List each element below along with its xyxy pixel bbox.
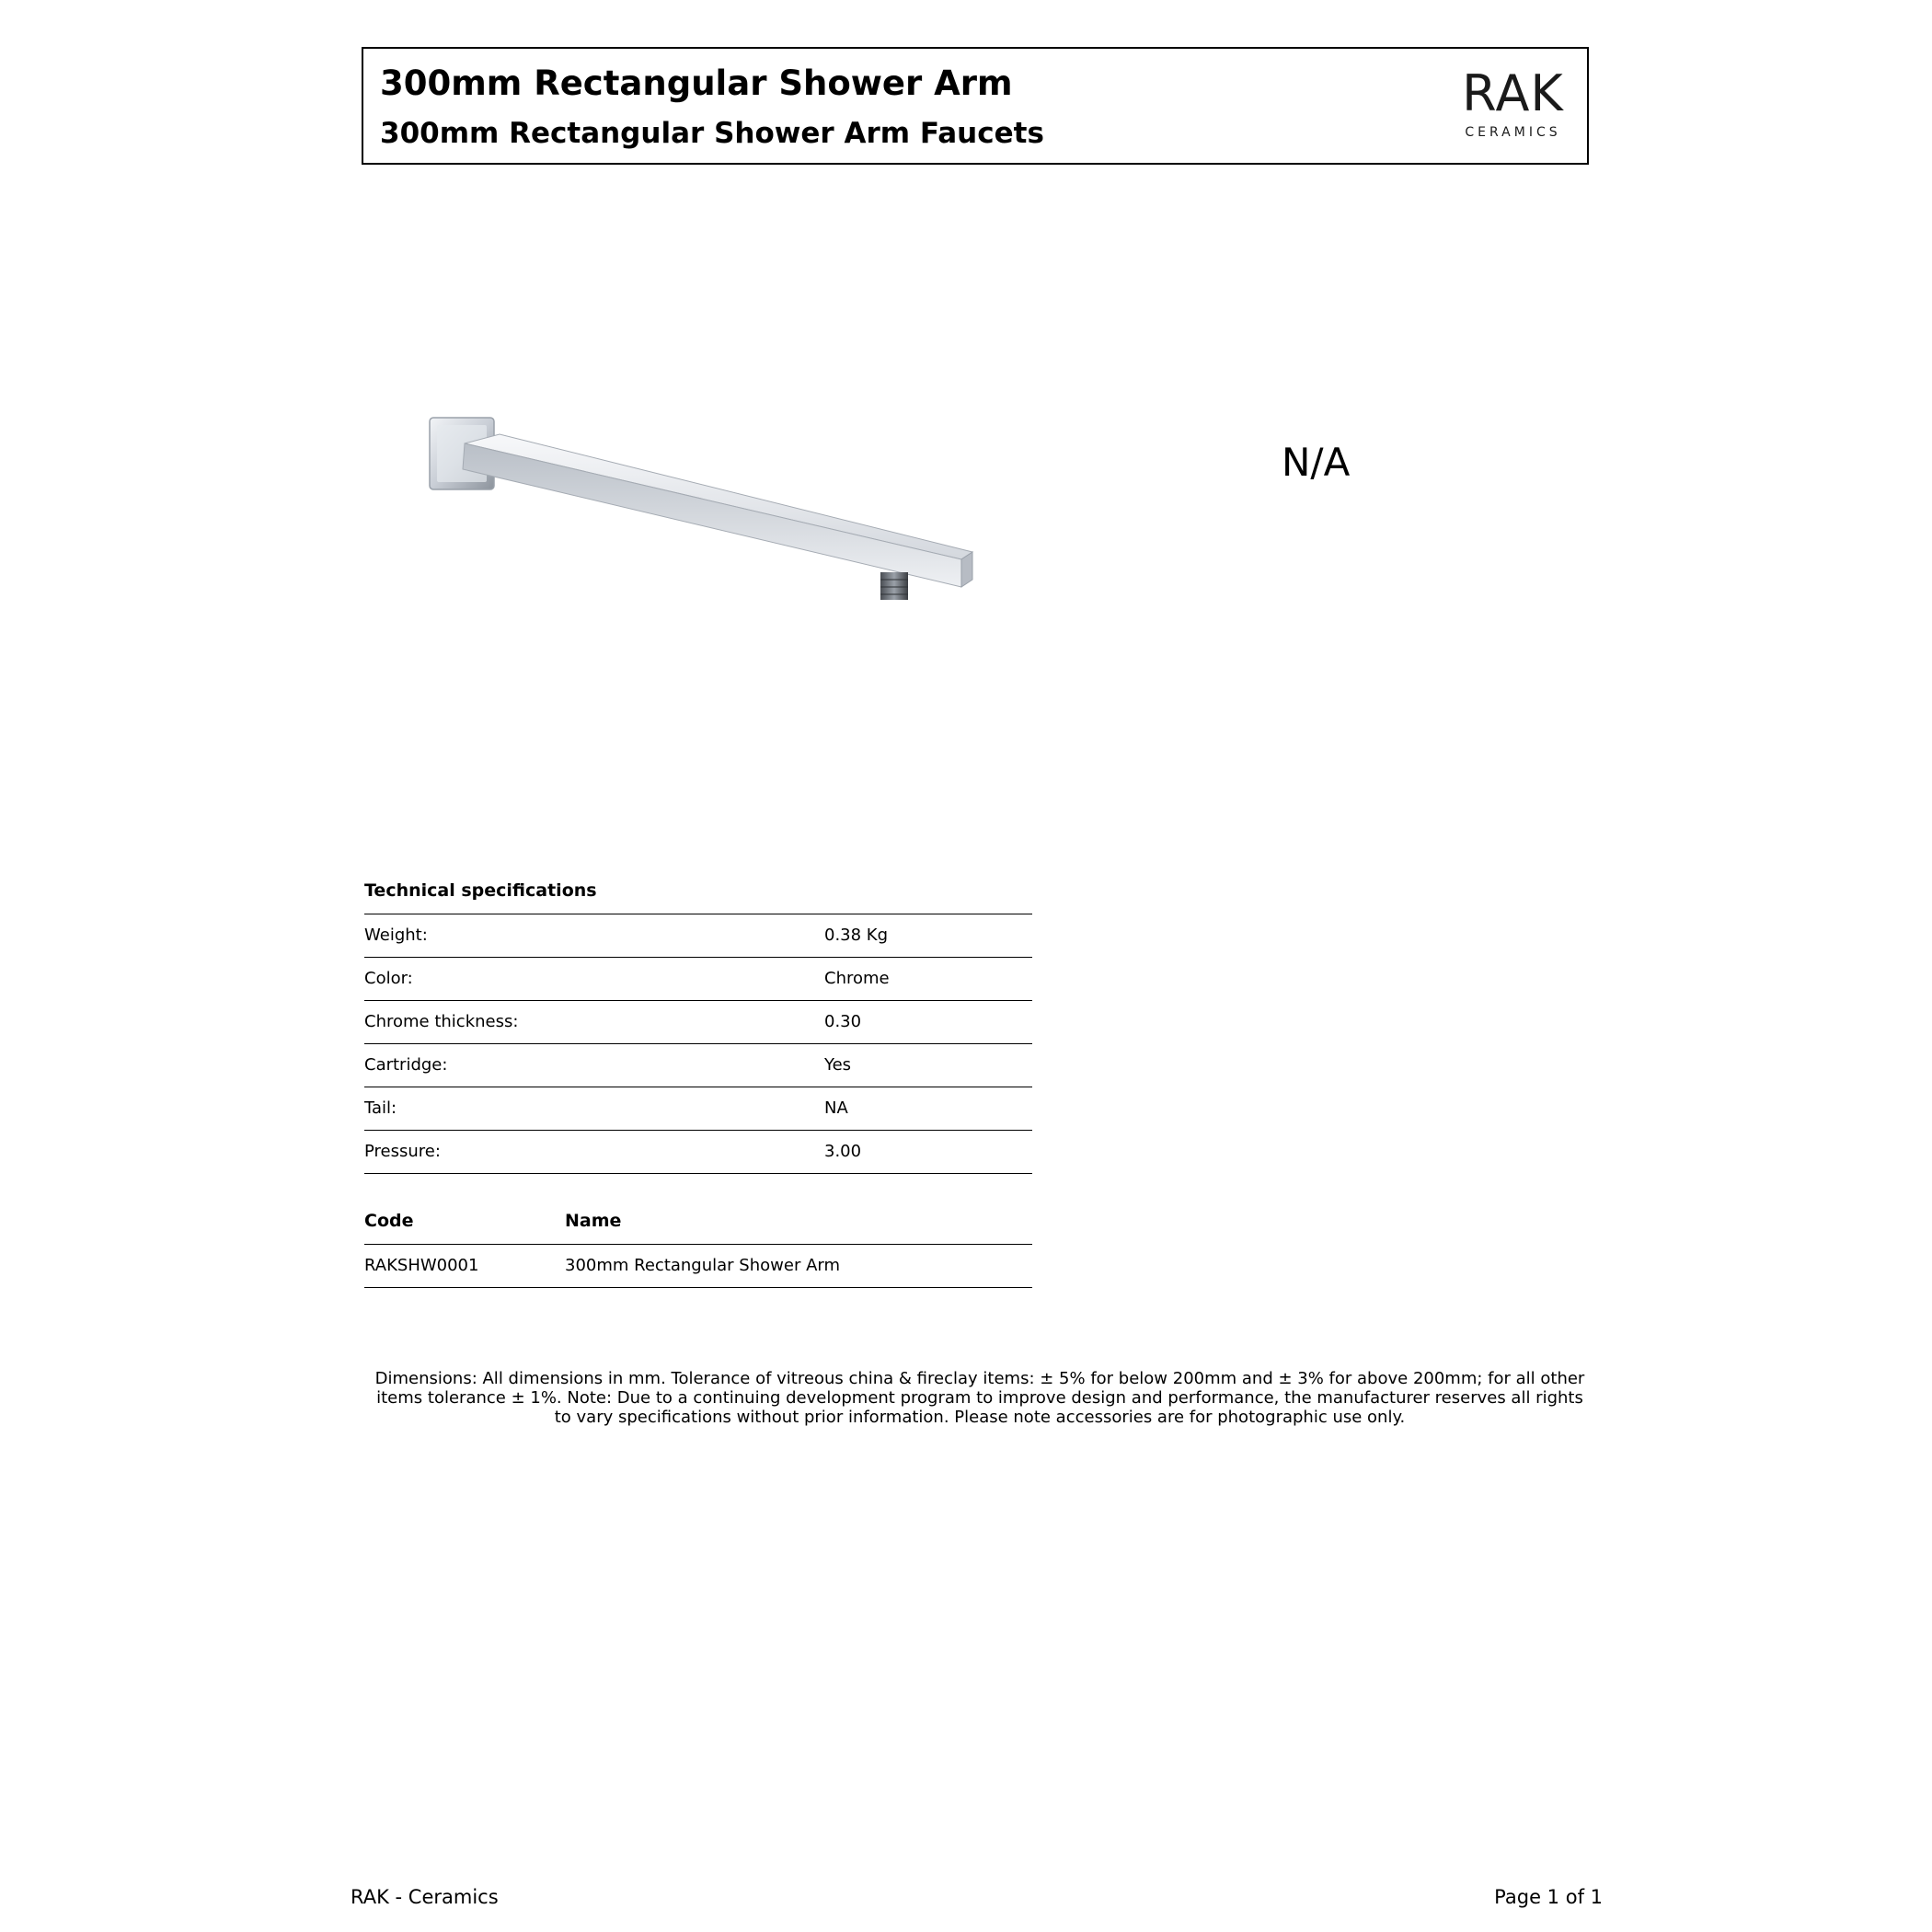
- technical-specifications: [364, 879, 1032, 1174]
- spec-row-chrome-thickness: [364, 1001, 1032, 1044]
- product-code: RAKSHW0001: [364, 1256, 479, 1275]
- spec-label: Tail:: [364, 1098, 397, 1118]
- spec-row-tail: [364, 1087, 1032, 1131]
- spec-label: Chrome thickness:: [364, 1012, 519, 1031]
- spec-value: NA: [824, 1098, 848, 1118]
- spec-label: Cartridge:: [364, 1055, 448, 1075]
- spec-value: Chrome: [824, 969, 890, 988]
- spec-row-pressure: [364, 1131, 1032, 1174]
- code-column-header: Code: [364, 1211, 414, 1231]
- spec-value: 3.00: [824, 1142, 862, 1161]
- spec-row-cartridge: [364, 1044, 1032, 1087]
- product-code-table: [364, 1207, 1032, 1288]
- code-table-header: [364, 1207, 1032, 1245]
- rak-ceramics-logo: [1455, 65, 1570, 157]
- header-box: [362, 47, 1589, 165]
- drawing-placeholder: N/A: [1282, 440, 1351, 485]
- logo-tagline: CERAMICS: [1465, 125, 1561, 140]
- page-subtitle: 300mm Rectangular Shower Arm Faucets: [380, 117, 1044, 150]
- shower-arm-image: [419, 405, 989, 626]
- table-row: [364, 1245, 1032, 1288]
- page-title: 300mm Rectangular Shower Arm: [380, 63, 1013, 103]
- product-name: 300mm Rectangular Shower Arm: [565, 1256, 840, 1275]
- spec-value: Yes: [824, 1055, 852, 1075]
- spec-label: Color:: [364, 969, 413, 988]
- spec-value: 0.30: [824, 1012, 862, 1031]
- spec-heading: Technical specifications: [364, 879, 1032, 914]
- spec-row-weight: [364, 914, 1032, 958]
- spec-label: Pressure:: [364, 1142, 441, 1161]
- disclaimer-text: Dimensions: All dimensions in mm. Tolerance of vitreous china & fireclay items: ± 5% for below 200mm and ± 3% for above 200mm; for all other items tolerance ± 1%. Note: Due to a continuing development program to improve design and performance, the manufacturer reserves all rights to vary specifications without prior information. Please note accessories are for photographic use only.: [374, 1369, 1585, 1427]
- logo-wordmark: RAK: [1462, 64, 1564, 122]
- spec-label: Weight:: [364, 926, 428, 945]
- name-column-header: Name: [565, 1211, 622, 1231]
- footer-company: RAK - Ceramics: [351, 1886, 499, 1908]
- footer-page-number: Page 1 of 1: [1494, 1886, 1603, 1908]
- spec-row-color: [364, 958, 1032, 1001]
- spec-value: 0.38 Kg: [824, 926, 889, 945]
